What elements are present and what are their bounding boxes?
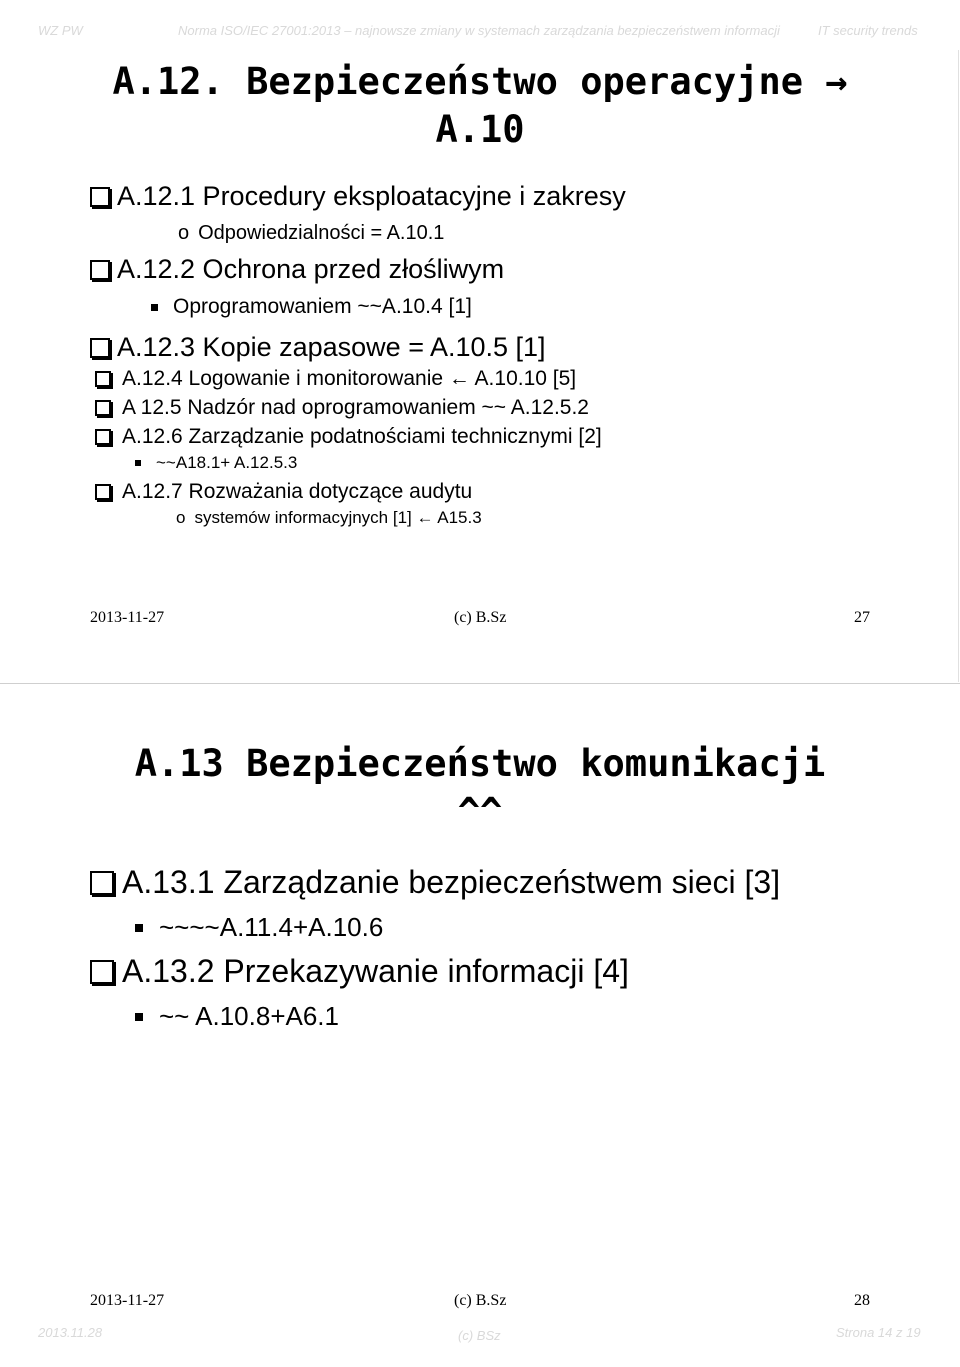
item-text: Oprogramowaniem ~~A.10.4 [1]: [173, 295, 472, 318]
checkbox-icon: [95, 484, 111, 500]
list-item: [95, 425, 602, 449]
page-footer-author: (c) BSz: [458, 1328, 501, 1343]
slide-title-line1: A.13 Bezpieczeństwo komunikacji: [134, 742, 826, 785]
square-bullet-icon: [151, 304, 158, 311]
item-text: A.12.2 Ochrona przed złośliwym: [117, 254, 505, 284]
checkbox-icon: [90, 187, 110, 207]
item-text: ~~A18.1+ A.12.5.3: [156, 453, 298, 472]
item-text: A.12.1 Procedury eksploatacyjne i zakresy: [117, 181, 626, 211]
list-item: [95, 396, 589, 420]
list-item: [151, 295, 472, 319]
slide-title-line2: ^^: [457, 790, 503, 818]
header-center: Norma ISO/IEC 27001:2013 – najnowsze zmiany w systemach zarządzania bezpieczeństwem informacji: [178, 23, 780, 38]
list-item: [90, 953, 629, 990]
slide-title-line2: A.10: [435, 108, 525, 151]
checkbox-icon: [90, 960, 114, 984]
header-left: WZ PW: [38, 23, 83, 38]
square-bullet-icon: [135, 460, 141, 466]
circle-bullet-icon: o: [178, 222, 190, 244]
list-item: [90, 181, 626, 212]
checkbox-icon: [95, 429, 111, 445]
list-item: [135, 1001, 339, 1032]
slide-27: [0, 0, 960, 683]
list-item: [95, 367, 576, 391]
list-item: [178, 222, 444, 245]
item-text: A 12.5 Nadzór nad oprogramowaniem ~~ A.12.5.2: [122, 396, 589, 419]
slide-footer-date: 2013-11-27: [90, 609, 165, 626]
slide-footer-date: 2013-11-27: [90, 1292, 165, 1309]
item-text: A.12.6 Zarządzanie podatnościami technicznymi [2]: [122, 425, 602, 448]
square-bullet-icon: [135, 1013, 143, 1021]
list-item: [90, 332, 546, 363]
item-text: A.12.7 Rozważania dotyczące audytu: [122, 480, 473, 503]
list-item: [135, 453, 297, 473]
item-text: A.13.2 Przekazywanie informacji [4]: [122, 953, 629, 989]
list-item: [90, 864, 780, 901]
slide-28: [0, 684, 960, 1367]
checkbox-icon: [95, 400, 111, 416]
square-bullet-icon: [135, 924, 143, 932]
checkbox-icon: [90, 338, 110, 358]
item-text: systemów informacyjnych [1] ← A15.3: [194, 508, 482, 527]
item-text: A.12.4 Logowanie i monitorowanie ← A.10.10 [5]: [122, 367, 577, 390]
circle-bullet-icon: o: [176, 508, 186, 527]
item-text: A.13.1 Zarządzanie bezpieczeństwem sieci [3]: [122, 864, 781, 900]
slide-footer-page: 28: [854, 1292, 870, 1309]
checkbox-icon: [90, 871, 114, 895]
page-footer-page: Strona 14 z 19: [836, 1325, 921, 1340]
list-item: [176, 508, 482, 528]
list-item: [95, 480, 472, 504]
item-text: A.12.3 Kopie zapasowe = A.10.5 [1]: [117, 332, 546, 362]
list-item: [135, 912, 383, 943]
item-text: ~~ A.10.8+A6.1: [159, 1001, 339, 1031]
slide-footer-page: 27: [854, 609, 870, 626]
slide-footer-author: (c) B.Sz: [454, 1292, 507, 1309]
page-footer-date: 2013.11.28: [38, 1325, 103, 1340]
checkbox-icon: [95, 371, 111, 387]
item-text: Odpowiedzialności = A.10.1: [198, 222, 445, 244]
header-right: IT security trends: [818, 23, 918, 38]
slide-footer-author: (c) B.Sz: [454, 609, 507, 626]
slide-title-line1: A.12. Bezpieczeństwo operacyjne →: [112, 60, 848, 103]
list-item: [90, 254, 504, 285]
checkbox-icon: [90, 260, 110, 280]
item-text: ~~~~A.11.4+A.10.6: [159, 912, 384, 942]
